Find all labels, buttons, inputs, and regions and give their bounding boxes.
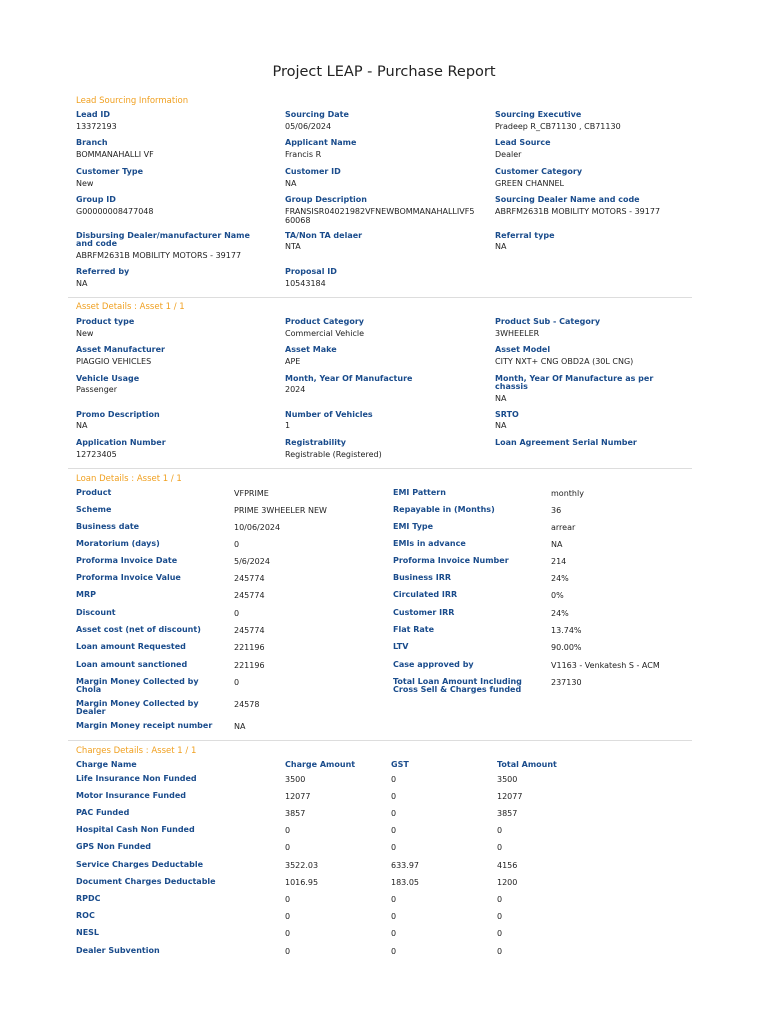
customer-irr-value: 24% [551, 609, 569, 618]
customer-type-label: Customer Type [76, 167, 144, 176]
applicant-name-label: Applicant Name [285, 138, 357, 147]
asset-manufacturer-value: PIAGGIO VEHICLES [76, 357, 152, 366]
charge-amount: 0 [285, 912, 291, 921]
branch-value: BOMMANAHALLI VF [76, 150, 154, 159]
charge-total: 12077 [497, 792, 523, 801]
charge-total: 0 [497, 929, 503, 938]
charge-name: Hospital Cash Non Funded [76, 825, 195, 834]
manufacture-year-chassis-label: Month, Year Of Manufacture as per chassis [495, 374, 654, 391]
loan-agreement-serial-label: Loan Agreement Serial Number [495, 438, 637, 447]
charge-total: 0 [497, 947, 503, 956]
sourcing-dealer-label: Sourcing Dealer Name and code [495, 195, 640, 204]
product-type-value: New [76, 329, 94, 338]
application-number-label: Application Number [76, 438, 166, 447]
asset-cost-value: 245774 [234, 626, 265, 635]
charge-amount: 3500 [285, 775, 306, 784]
charge-amount: 0 [285, 895, 291, 904]
scheme-value: PRIME 3WHEELER NEW [234, 506, 327, 515]
charge-total: 0 [497, 843, 503, 852]
margin-money-receipt-value: NA [234, 722, 246, 731]
case-approved-by-label: Case approved by [393, 660, 474, 669]
section-divider [68, 740, 692, 741]
srto-label: SRTO [495, 410, 519, 419]
promo-description-label: Promo Description [76, 410, 160, 419]
group-description-label: Group Description [285, 195, 367, 204]
charge-gst: 0 [391, 929, 397, 938]
lead-section-title: Lead Sourcing Information [76, 96, 189, 106]
lead-id-value: 13372193 [76, 122, 117, 131]
proforma-invoice-value-label: Proforma Invoice Value [76, 573, 181, 582]
customer-type-value: New [76, 179, 94, 188]
asset-model-value: CITY NXT+ CNG OBD2A (30L CNG) [495, 357, 634, 366]
case-approved-by-value: V1163 - Venkatesh S - ACM [551, 661, 660, 670]
ta-non-ta-label: TA/Non TA delaer [285, 231, 363, 240]
lead-id-label: Lead ID [76, 110, 111, 119]
disbursing-dealer-label: Disbursing Dealer/manufacturer Name and code [76, 231, 250, 248]
product-value: VFPRIME [234, 489, 269, 498]
charge-total: 0 [497, 826, 503, 835]
charge-total: 0 [497, 912, 503, 921]
charge-amount: 0 [285, 929, 291, 938]
margin-money-chola-label: Margin Money Collected by Chola [76, 677, 199, 694]
group-id-value: G00000008477048 [76, 207, 154, 216]
number-of-vehicles-label: Number of Vehicles [285, 410, 373, 419]
charge-amount: 1016.95 [285, 878, 319, 887]
mrp-label: MRP [76, 590, 96, 599]
manufacture-year-chassis-value: NA [495, 394, 507, 403]
repayable-months-value: 36 [551, 506, 562, 515]
charge-amount-header: Charge Amount [285, 760, 356, 769]
charge-amount: 0 [285, 826, 291, 835]
charge-gst: 0 [391, 809, 397, 818]
charge-name: Document Charges Deductable [76, 877, 216, 886]
charge-gst: 0 [391, 895, 397, 904]
emis-in-advance-value: NA [551, 540, 563, 549]
margin-money-chola-value: 0 [234, 678, 240, 687]
charge-gst: 183.05 [391, 878, 419, 887]
product-type-label: Product type [76, 317, 135, 326]
circulated-irr-value: 0% [551, 591, 564, 600]
charge-total: 1200 [497, 878, 518, 887]
charge-gst: 0 [391, 826, 397, 835]
emi-type-value: arrear [551, 523, 576, 532]
ltv-label: LTV [393, 642, 409, 651]
vehicle-usage-value: Passenger [76, 385, 117, 394]
product-sub-category-value: 3WHEELER [495, 329, 540, 338]
discount-value: 0 [234, 609, 240, 618]
proforma-invoice-number-label: Proforma Invoice Number [393, 556, 509, 565]
sourcing-date-value: 05/06/2024 [285, 122, 332, 131]
promo-description-value: NA [76, 421, 88, 430]
asset-cost-label: Asset cost (net of discount) [76, 625, 201, 634]
srto-value: NA [495, 421, 507, 430]
charge-name: NESL [76, 928, 100, 937]
sourcing-date-label: Sourcing Date [285, 110, 349, 119]
total-loan-amount-label: Total Loan Amount Including Cross Sell & Charges funded [393, 677, 522, 694]
registrability-value: Registrable (Registered) [285, 450, 382, 459]
discount-label: Discount [76, 608, 116, 617]
proposal-id-label: Proposal ID [285, 267, 337, 276]
customer-category-label: Customer Category [495, 167, 583, 176]
charge-name: PAC Funded [76, 808, 130, 817]
proforma-invoice-date-value: 5/6/2024 [234, 557, 270, 566]
mrp-value: 245774 [234, 591, 265, 600]
charge-gst: 633.97 [391, 861, 419, 870]
loan-amount-requested-value: 221196 [234, 643, 265, 652]
sourcing-dealer-value: ABRFM2631B MOBILITY MOTORS - 39177 [495, 207, 661, 216]
margin-money-receipt-label: Margin Money receipt number [76, 721, 213, 730]
scheme-label: Scheme [76, 505, 112, 514]
lead-source-value: Dealer [495, 150, 522, 159]
loan-section-title: Loan Details : Asset 1 / 1 [76, 474, 182, 484]
flat-rate-label: Flat Rate [393, 625, 435, 634]
manufacture-year-value: 2024 [285, 385, 306, 394]
business-date-value: 10/06/2024 [234, 523, 281, 532]
charge-name-header: Charge Name [76, 760, 137, 769]
sourcing-executive-value: Pradeep R_CB71130 , CB71130 [495, 122, 621, 131]
charge-name: GPS Non Funded [76, 842, 151, 851]
charge-gst: 0 [391, 792, 397, 801]
charges-section-title: Charges Details : Asset 1 / 1 [76, 746, 197, 756]
business-date-label: Business date [76, 522, 140, 531]
moratorium-label: Moratorium (days) [76, 539, 160, 548]
charge-total: 4156 [497, 861, 518, 870]
repayable-months-label: Repayable in (Months) [393, 505, 495, 514]
charge-total: 3500 [497, 775, 518, 784]
asset-model-label: Asset Model [495, 345, 551, 354]
emi-type-label: EMI Type [393, 522, 434, 531]
asset-section-title: Asset Details : Asset 1 / 1 [76, 302, 185, 312]
product-sub-category-label: Product Sub - Category [495, 317, 601, 326]
charge-amount: 0 [285, 947, 291, 956]
asset-manufacturer-label: Asset Manufacturer [76, 345, 165, 354]
business-irr-label: Business IRR [393, 573, 452, 582]
charge-amount: 3522.03 [285, 861, 319, 870]
charge-gst: 0 [391, 775, 397, 784]
proforma-invoice-value-value: 245774 [234, 574, 265, 583]
circulated-irr-label: Circulated IRR [393, 590, 458, 599]
total-loan-amount-value: 237130 [551, 678, 582, 687]
referred-by-value: NA [76, 279, 88, 288]
total-amount-header: Total Amount [497, 760, 557, 769]
customer-id-label: Customer ID [285, 167, 341, 176]
group-description-value: FRANSISR04021982VFNEWBOMMANAHALLIVF560068 [285, 207, 475, 225]
business-irr-value: 24% [551, 574, 569, 583]
charge-name: RPDC [76, 894, 101, 903]
customer-id-value: NA [285, 179, 297, 188]
lead-source-label: Lead Source [495, 138, 551, 147]
charge-name: Dealer Subvention [76, 946, 160, 955]
moratorium-value: 0 [234, 540, 240, 549]
report-title: Project LEAP - Purchase Report [272, 64, 496, 80]
number-of-vehicles-value: 1 [285, 421, 291, 430]
gst-header: GST [391, 760, 409, 769]
charge-amount: 0 [285, 843, 291, 852]
charge-name: Motor Insurance Funded [76, 791, 186, 800]
asset-make-value: APE [285, 357, 301, 366]
registrability-label: Registrability [285, 438, 346, 447]
referral-type-value: NA [495, 242, 507, 251]
flat-rate-value: 13.74% [551, 626, 582, 635]
emi-pattern-value: monthly [551, 489, 584, 498]
emis-in-advance-label: EMIs in advance [393, 539, 466, 548]
charge-total: 3857 [497, 809, 518, 818]
charge-amount: 12077 [285, 792, 311, 801]
asset-make-label: Asset Make [285, 345, 337, 354]
section-divider [68, 468, 692, 469]
loan-amount-requested-label: Loan amount Requested [76, 642, 186, 651]
application-number-value: 12723405 [76, 450, 117, 459]
customer-irr-label: Customer IRR [393, 608, 455, 617]
charge-name: Life Insurance Non Funded [76, 774, 197, 783]
margin-money-dealer-label: Margin Money Collected by Dealer [76, 699, 199, 716]
charge-name: ROC [76, 911, 95, 920]
proposal-id-value: 10543184 [285, 279, 326, 288]
charge-gst: 0 [391, 912, 397, 921]
charge-gst: 0 [391, 843, 397, 852]
margin-money-dealer-value: 24578 [234, 700, 260, 709]
vehicle-usage-label: Vehicle Usage [76, 374, 140, 383]
group-id-label: Group ID [76, 195, 116, 204]
referred-by-label: Referred by [76, 267, 130, 276]
sourcing-executive-label: Sourcing Executive [495, 110, 582, 119]
charge-name: Service Charges Deductable [76, 860, 203, 869]
section-divider [68, 297, 692, 298]
emi-pattern-label: EMI Pattern [393, 488, 446, 497]
charge-amount: 3857 [285, 809, 306, 818]
proforma-invoice-number-value: 214 [551, 557, 567, 566]
ta-non-ta-value: NTA [285, 242, 301, 251]
referral-type-label: Referral type [495, 231, 555, 240]
product-category-value: Commercial Vehicle [285, 329, 364, 338]
manufacture-year-label: Month, Year Of Manufacture [285, 374, 413, 383]
applicant-name-value: Francis R [285, 150, 322, 159]
disbursing-dealer-value: ABRFM2631B MOBILITY MOTORS - 39177 [76, 251, 242, 260]
customer-category-value: GREEN CHANNEL [495, 179, 564, 188]
charge-total: 0 [497, 895, 503, 904]
charge-gst: 0 [391, 947, 397, 956]
ltv-value: 90.00% [551, 643, 582, 652]
product-category-label: Product Category [285, 317, 364, 326]
loan-amount-sanctioned-label: Loan amount sanctioned [76, 660, 188, 669]
product-label: Product [76, 488, 112, 497]
loan-amount-sanctioned-value: 221196 [234, 661, 265, 670]
proforma-invoice-date-label: Proforma Invoice Date [76, 556, 178, 565]
branch-label: Branch [76, 138, 108, 147]
